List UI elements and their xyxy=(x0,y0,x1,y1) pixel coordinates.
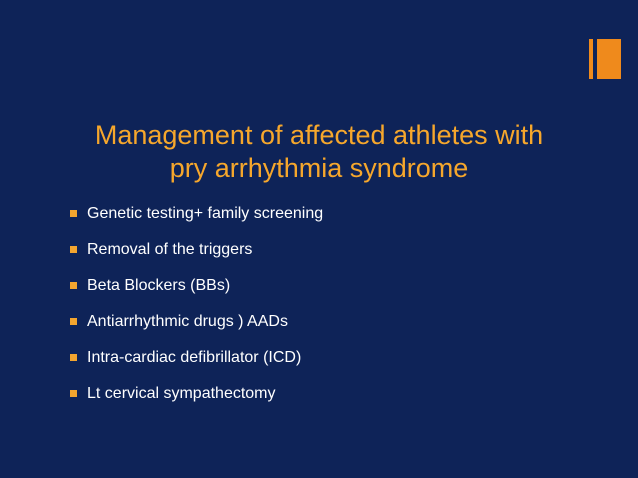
square-bullet-icon xyxy=(70,210,77,217)
bullet-text: Removal of the triggers xyxy=(87,241,253,258)
orange-bar-thin-icon xyxy=(589,39,593,79)
square-bullet-icon xyxy=(70,354,77,361)
square-bullet-icon xyxy=(70,390,77,397)
orange-bar-thick-icon xyxy=(597,39,621,79)
bullet-text: Beta Blockers (BBs) xyxy=(87,277,231,294)
slide-title-line-2: pry arrhythmia syndrome xyxy=(169,153,469,183)
square-bullet-icon xyxy=(70,282,77,289)
slide-title xyxy=(60,119,578,185)
square-bullet-icon xyxy=(70,246,77,253)
bullet-text: Lt cervical sympathectomy xyxy=(87,385,276,402)
bullet-text: Intra-cardiac defibrillator (ICD) xyxy=(87,349,302,366)
slide-title-line-1: Management of affected athletes with xyxy=(94,120,544,150)
bullet-text: Antiarrhythmic drugs ) AADs xyxy=(87,313,288,330)
bullet-text: Genetic testing+ family screening xyxy=(87,205,324,222)
square-bullet-icon xyxy=(70,318,77,325)
